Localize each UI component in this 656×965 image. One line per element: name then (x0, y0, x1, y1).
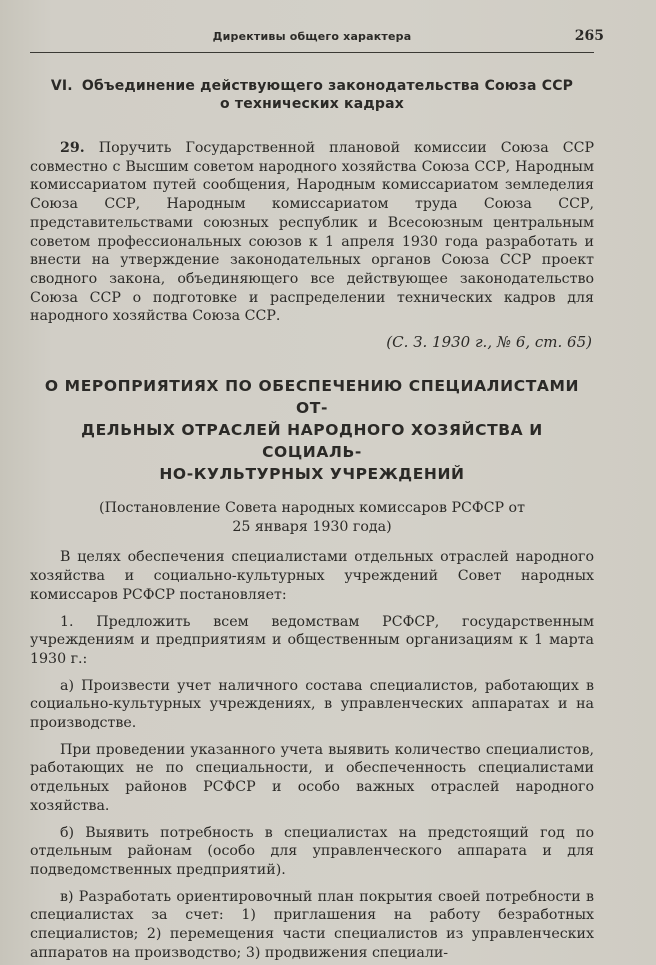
point-a: а) Произвести учет наличного состава специалистов, работающих в социально-культурных учреждениях, в управленческих аппаратах и на производстве. (30, 677, 594, 732)
running-header (30, 28, 604, 50)
document-title-line3: НО-КУЛЬТУРНЫХ УЧРЕЖДЕНИЙ (159, 465, 465, 484)
section-title-line1: Объединение действующего законодательства Союза ССР (81, 78, 574, 94)
document-title (30, 375, 594, 485)
item-29-text: Поручить Государственной плановой комиссии Союза ССР совместно с Высшим советом народного хозяйства Союза ССР, Народным комиссариатом путей сообщения, Народным комиссариатом земледелия Союза ССР, Народным комиссариатом труда Союза ССР, представительствами союзных республик и Всесоюзным центральным советом профессиональных союзов к 1 апреля 1930 года разработать и внести на утверждение законодательных органов Союза ССР проект сводного закона, объединяющего все действующее законодательство Союза ССР о подготовке и распределении технических кадров для народного хозяйства Союза ССР. (30, 140, 594, 325)
decree-reference (30, 499, 594, 536)
document-title-line1: О МЕРОПРИЯТИЯХ ПО ОБЕСПЕЧЕНИЮ СПЕЦИАЛИСТАМИ ОТ- (44, 377, 580, 418)
point-1: 1. Предложить всем ведомствам РСФСР, государственным учреждениям и предприятиям и общественным организациям к 1 марта 1930 г.: (30, 613, 594, 667)
point-v: в) Разработать ориентировочный план покрытия своей потребности в специалистах за счет: 1) приглашения на работу безработных специалистов; 2) перемещения части специалистов из управленческих аппаратов на производство; 3) продвижения специали- (30, 888, 594, 961)
point-b: б) Выявить потребность в специалистах на предстоящий год по отдельным районам (особо для управленческого аппарата и для подведомственных предприятий). (30, 824, 594, 878)
header-rule (30, 52, 594, 53)
paragraph-29 (30, 139, 594, 326)
section-heading (30, 77, 594, 113)
decree-line1: (Постановление Совета народных комиссаров РСФСР от (99, 500, 525, 517)
intro-paragraph: В целях обеспечения специалистами отдельных отраслей народного хозяйства и социально-культурных учреждений Совет народных комиссаров РСФСР постановляет: (30, 549, 594, 603)
citation: (С. З. 1930 г., № 6, ст. 65) (386, 333, 592, 352)
running-title: Директивы общего характера (212, 30, 412, 43)
item-number: 29. (60, 140, 85, 156)
section-number: VI. (50, 78, 73, 94)
decree-line2: 25 января 1930 года) (232, 518, 392, 535)
section-title-line2: о технических кадрах (220, 96, 404, 112)
page-number: 265 (574, 28, 604, 44)
document-title-line2: ДЕЛЬНЫХ ОТРАСЛЕЙ НАРОДНОГО ХОЗЯЙСТВА И СОЦИАЛЬ- (81, 421, 543, 462)
point-a-note: При проведении указанного учета выявить количество специалистов, работающих не по специальности, и обеспеченность специалистами отдельных районов РСФСР и особо важных отраслей народного хозяйства. (30, 741, 594, 814)
